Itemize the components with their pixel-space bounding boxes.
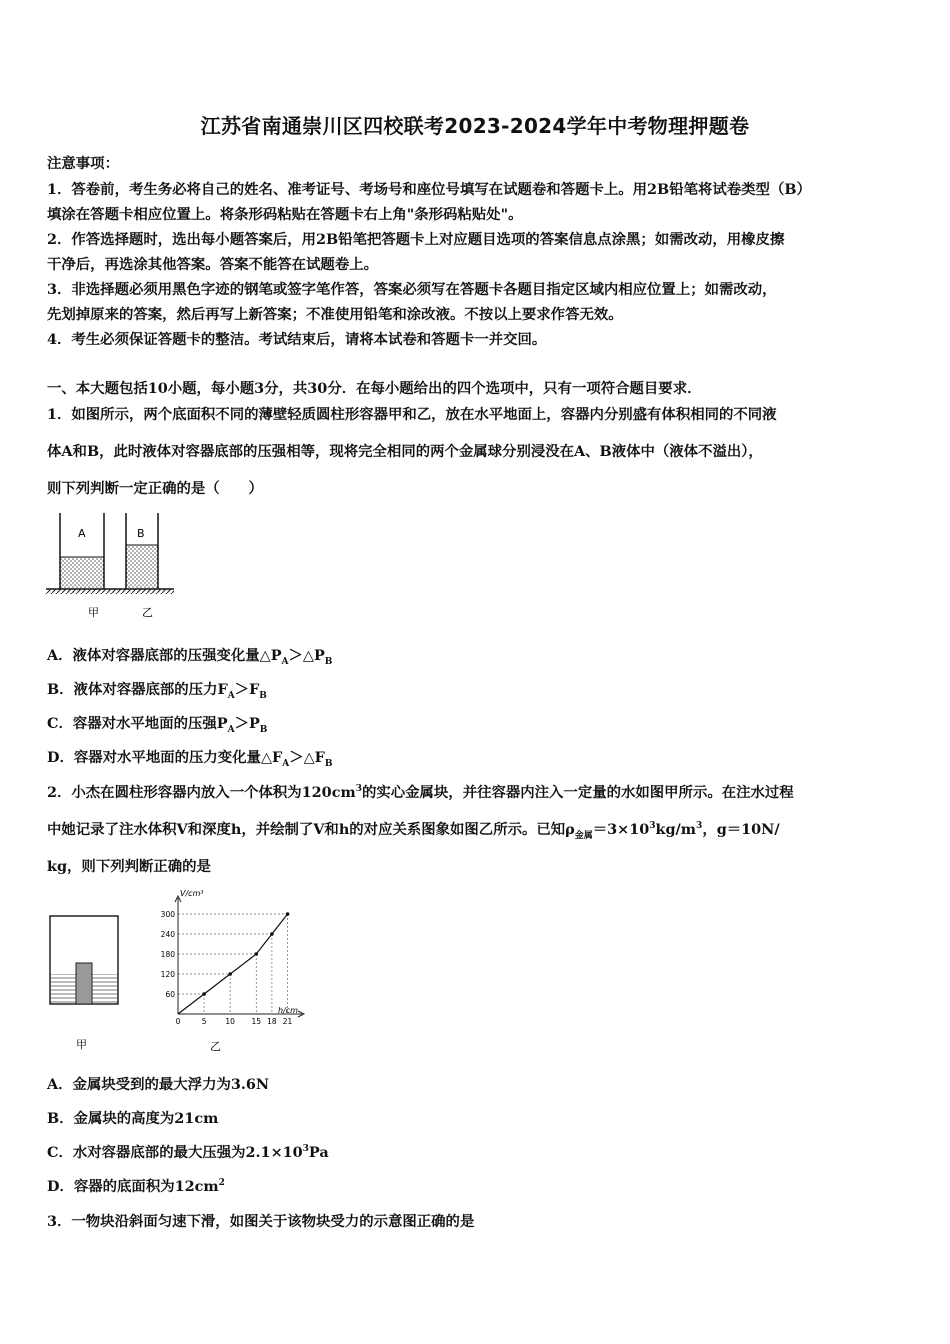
liquid-a: [60, 557, 104, 589]
notice-line: 先划掉原来的答案，然后再写上新答案；不准使用铅笔和涂改液。不按以上要求作答无效。: [47, 306, 623, 323]
q2-vh-graph: [150, 882, 310, 1060]
metal-block: [76, 963, 92, 1004]
q1-figure: [42, 508, 182, 620]
x-tick-label: 15: [251, 1017, 262, 1026]
q1-stem-line: 体A和B，此时液体对容器底部的压强相等，现将完全相同的两个金属球分别浸没在A、B液体中（液体不溢出），: [47, 443, 763, 460]
q2-stem-line: 2．小杰在圆柱形容器内放入一个体积为$120cm^3$的实心金属块，并往容器内注入一定量的水如图甲所示。在注水过程: [47, 784, 794, 801]
q1-option-a[interactable]: A．液体对容器底部的压强变化量$\triangle P_A>\triangle P_B$: [47, 647, 333, 667]
y-axis-label: V/cm³: [180, 889, 204, 898]
series-line: [178, 914, 288, 1014]
liquid-b: [126, 545, 158, 589]
x-tick-label: 21: [282, 1017, 293, 1026]
q2-stem-line: kg，则下列判断正确的是: [47, 858, 211, 875]
section-heading: 一、本大题包括10小题，每小题3分，共30分．在每小题给出的四个选项中，只有一项符合题目要求．: [47, 380, 702, 397]
caption-jia: 甲: [76, 1038, 87, 1051]
q2-option-d[interactable]: D．容器的底面积为$12cm^2$: [47, 1178, 225, 1195]
notice-line: 4．考生必须保证答题卡的整洁。考试结束后，请将本试卷和答题卡一并交回。: [47, 331, 547, 348]
q1-stem-line: 1．如图所示，两个底面积不同的薄壁轻质圆柱形容器甲和乙，放在水平地面上，容器内分别盛有体积相同的不同液: [47, 406, 777, 423]
q2-container-figure: [42, 908, 130, 1058]
x-tick-label: 0: [175, 1017, 181, 1026]
q1-option-b[interactable]: B．液体对容器底部的压力$F_A>F_B$: [47, 681, 267, 701]
y-tick-label: 180: [160, 950, 175, 959]
x-axis-label: h/cm: [278, 1006, 298, 1015]
notice-line: 1．答卷前，考生务必将自己的姓名、准考证号、考场号和座位号填写在试题卷和答题卡上。用2B铅笔将试卷类型（B）: [47, 181, 811, 198]
notice-line: 填涂在答题卡相应位置上。将条形码粘贴在答题卡右上角"条形码粘贴处"。: [47, 206, 523, 223]
y-tick-label: 120: [160, 970, 175, 979]
y-tick-label: 60: [165, 990, 175, 999]
x-tick-label: 18: [267, 1017, 277, 1026]
q2-stem-line: 中她记录了注水体积V和深度h，并绘制了V和h的对应关系图象如图乙所示。已知$\rho_{金属}=3\times 10^3kg/m^3$，g＝10N/: [47, 821, 780, 841]
q1-option-c[interactable]: C．容器对水平地面的压强$P_A>P_B$: [47, 715, 268, 735]
notice-line: 干净后，再选涂其他答案。答案不能答在试题卷上。: [47, 256, 378, 273]
q1-stem-line: 则下列判断一定正确的是（ ）: [47, 480, 263, 497]
notice-line: 2．作答选择题时，选出每小题答案后，用2B铅笔把答题卡上对应题目选项的答案信息点涂黑；如需改动，用橡皮擦: [47, 231, 785, 248]
x-tick-label: 10: [225, 1017, 235, 1026]
caption-yi: 乙: [210, 1040, 221, 1053]
caption-jia: 甲: [88, 606, 99, 619]
notice-line: 3．非选择题必须用黑色字迹的钢笔或签字笔作答，答案必须写在答题卡各题目指定区域内相应位置上；如需改动，: [47, 281, 777, 298]
q2-option-a[interactable]: A．金属块受到的最大浮力为3.6N: [47, 1076, 270, 1093]
q3-stem-line: 3．一物块沿斜面匀速下滑，如图关于该物块受力的示意图正确的是: [47, 1213, 475, 1230]
y-tick-label: 300: [160, 910, 175, 919]
caption-yi: 乙: [142, 606, 153, 619]
x-tick-label: 5: [201, 1017, 207, 1026]
q2-option-b[interactable]: B．金属块的高度为21cm: [47, 1110, 219, 1127]
q1-option-d[interactable]: D．容器对水平地面的压力变化量$\triangle F_A>\triangle F_B$: [47, 749, 333, 769]
notice-heading: 注意事项：: [47, 155, 119, 172]
label-b: B: [137, 527, 145, 540]
y-tick-label: 240: [160, 930, 175, 939]
q2-option-c[interactable]: C．水对容器底部的最大压强为$2.1\times 10^3Pa$: [47, 1144, 329, 1161]
label-a: A: [78, 527, 86, 540]
page-title: 江苏省南通崇川区四校联考2023-2024学年中考物理押题卷: [200, 114, 750, 138]
